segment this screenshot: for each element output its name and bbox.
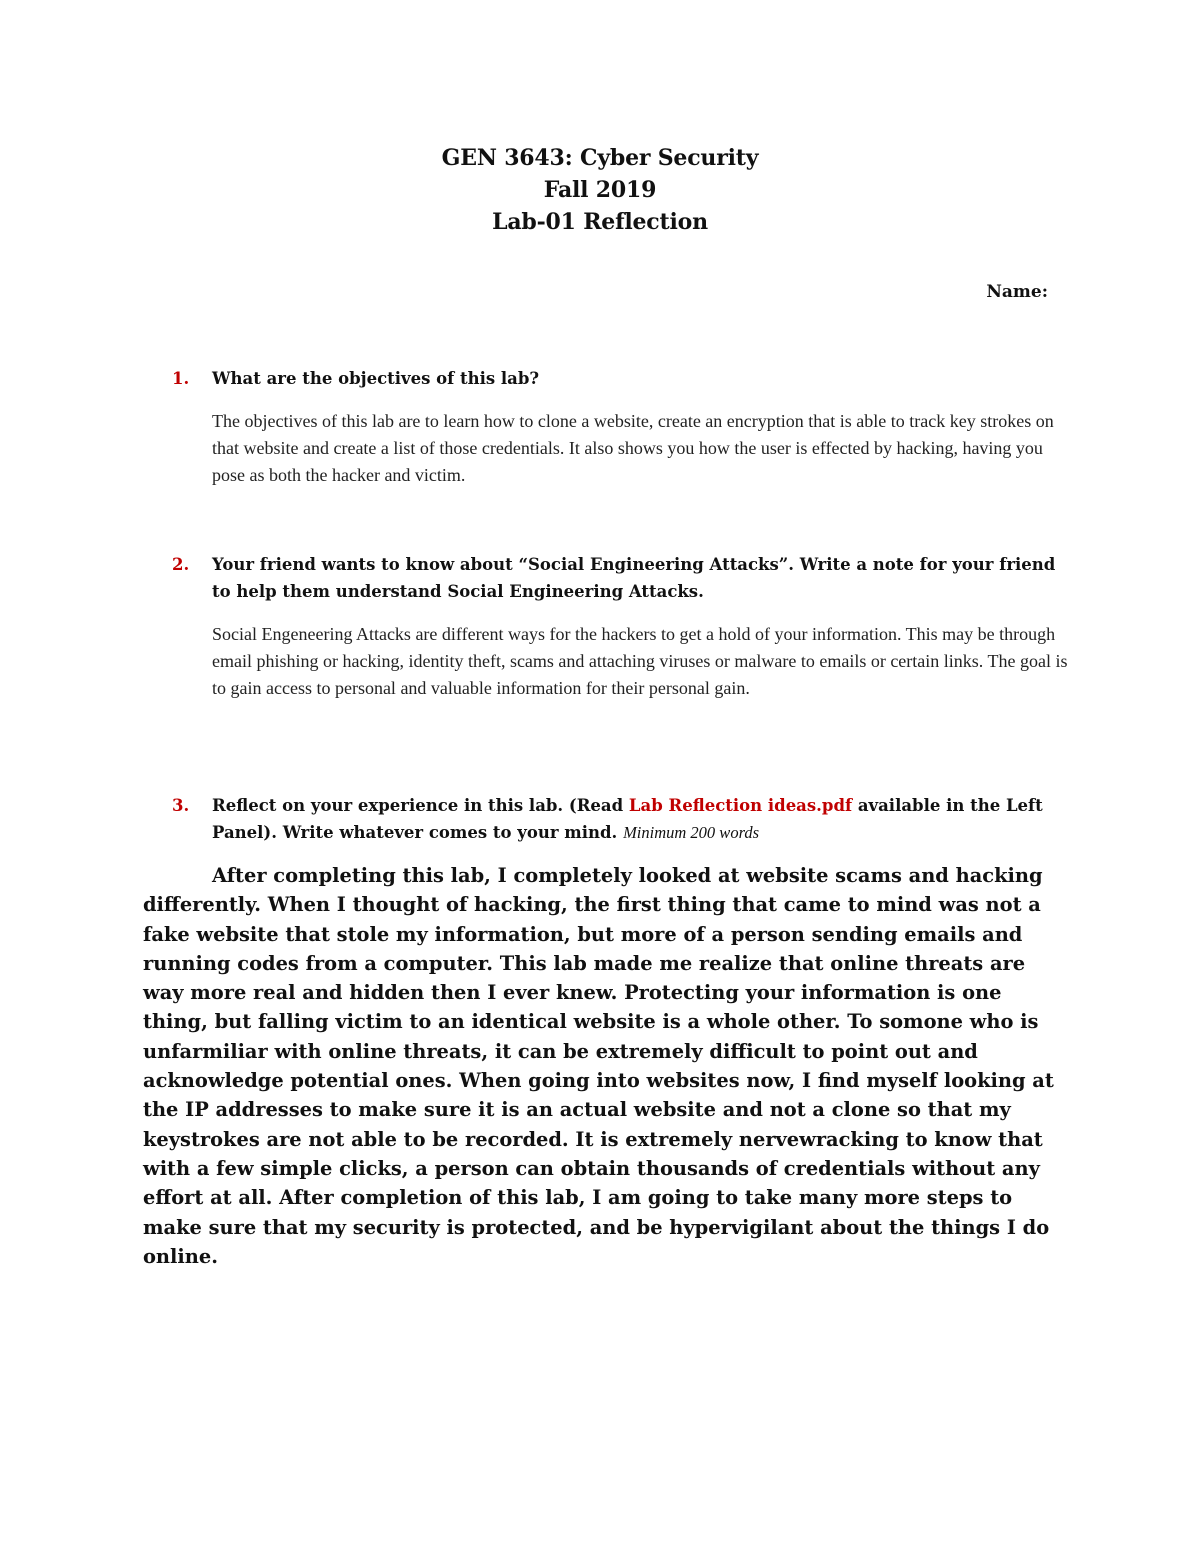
reflection-answer: After completing this lab, I completely looked at website scams and hacking differently. When I thought of hacking, the first thing that came to mind was not a fake website that stole my information, but more of a person sending emails and running codes from a computer. This lab made me realize that online threats are way more real and hidden then I ever knew. Protecting your information is one thing, but falling victim to an identical website is a whole other. To somone who is unfarmiliar with online threats, it can be extremely difficult to point out and acknowledge potential ones. When going into websites now, I find myself looking at the IP addresses to make sure it is an actual website and not a clone so that my keystrokes are not able to be recorded. It is extremely nervewracking to know that with a few simple clicks, a person can obtain thousands of credentials without any effort at all. After completion of this lab, I am going to take many more steps to make sure that my security is protected, and be hypervigilant about the things I do online. xyxy=(143,864,1054,1268)
question-text-part2: available in the Left Panel). Write whatever comes to your mind. xyxy=(212,796,1043,842)
answer-text: The objectives of this lab are to learn how to clone a website, create an encryption that is able to track key strokes on that website and create a list of those credentials. It also shows you how the user is effected by hacking, having you pose as both the hacker and victim. xyxy=(212,411,1054,485)
question-number: 3. xyxy=(172,796,190,815)
lab-title: Lab-01 Reflection xyxy=(492,209,708,235)
course-title: GEN 3643: Cyber Security xyxy=(441,145,759,171)
document-header xyxy=(0,142,1200,238)
question-3 xyxy=(172,792,1072,846)
lab-reflection-ideas-link[interactable]: Lab Reflection ideas.pdf xyxy=(628,796,853,815)
name-label: Name: xyxy=(986,282,1048,302)
answer-text: Social Engeneering Attacks are different ways for the hackers to get a hold of your information. This may be through email phishing or hacking, identity theft, scams and attaching viruses or malware to emails or certain links. The goal is to gain access to personal and valuable information for their personal gain. xyxy=(212,624,1068,698)
term-label: Fall 2019 xyxy=(543,177,657,203)
question-1 xyxy=(172,365,1072,489)
question-text-part1: Reflect on your experience in this lab. (Read xyxy=(212,796,629,815)
question-text xyxy=(212,792,1072,846)
question-text: What are the objectives of this lab? xyxy=(212,369,540,388)
question-number: 2. xyxy=(172,555,190,574)
word-count-note: Minimum 200 words xyxy=(623,823,760,842)
question-2 xyxy=(172,551,1072,702)
question-number: 1. xyxy=(172,369,190,388)
question-text: Your friend wants to know about “Social Engineering Attacks”. Write a note for your friend to help them understand Social Engineering Attacks. xyxy=(212,555,1056,601)
